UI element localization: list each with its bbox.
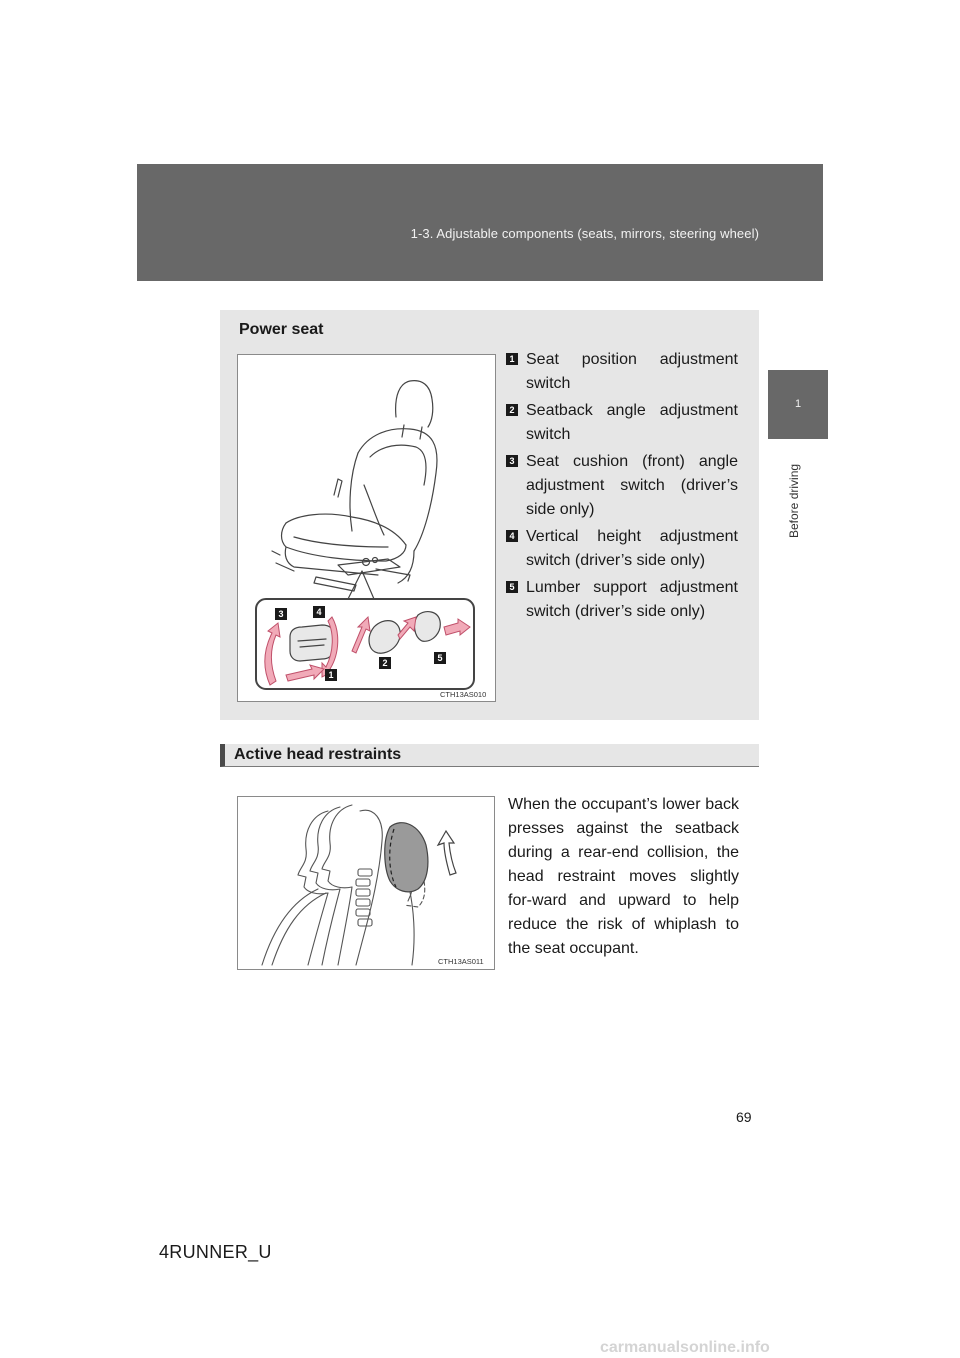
header-band (137, 164, 823, 281)
list-item (506, 348, 738, 396)
watermark: carmanualsonline.info (600, 1339, 770, 1356)
item-text: Seat cushion (front) angle adjustment switch (driver’s side only) (526, 453, 738, 518)
section-title: 1-3. Adjustable components (seats, mirrors, steering wheel) (410, 226, 759, 241)
chapter-label: Before driving (787, 463, 801, 538)
list-item (506, 399, 738, 447)
item-text: Vertical height adjustment switch (driver’s side only) (526, 528, 738, 569)
page-number: 69 (736, 1109, 752, 1125)
active-head-restraints-text: When the occupant’s lower back presses against the seatback during a rear-end collision, the head restraint moves slightly for-ward and upward to help reduce the risk of whiplash to the seat occupant. (508, 796, 739, 957)
power-seat-illustration (238, 355, 497, 703)
power-seat-list (506, 348, 738, 627)
figure-code: CTH13AS011 (438, 957, 484, 966)
figure-code: CTH13AS010 (440, 690, 487, 699)
callout-2: 2 (379, 657, 391, 669)
callout-5: 5 (434, 652, 446, 664)
head-restraint-illustration (238, 797, 496, 971)
list-item (506, 576, 738, 624)
item-number-badge: 4 (506, 530, 518, 542)
callout-4: 4 (313, 606, 325, 618)
item-number-badge: 1 (506, 353, 518, 365)
list-item (506, 450, 738, 522)
chapter-label-wrap (772, 446, 801, 546)
item-number-badge: 3 (506, 455, 518, 467)
item-text: Lumber support adjustment switch (driver’s side only) (526, 579, 738, 620)
item-text: Seat position adjustment switch (526, 351, 738, 392)
power-seat-title: Power seat (239, 321, 324, 338)
active-head-restraints-title: Active head restraints (234, 746, 402, 763)
active-head-restraints-header (220, 744, 759, 767)
item-text: Seatback angle adjustment switch (526, 402, 738, 443)
callout-3: 3 (275, 608, 287, 620)
list-item (506, 525, 738, 573)
power-seat-figure (237, 354, 496, 702)
item-number-badge: 5 (506, 581, 518, 593)
head-restraint-figure (237, 796, 495, 970)
chapter-number: 1 (794, 398, 802, 410)
callout-1: 1 (325, 669, 337, 681)
document-id: 4RUNNER_U (159, 1242, 272, 1262)
item-number-badge: 2 (506, 404, 518, 416)
